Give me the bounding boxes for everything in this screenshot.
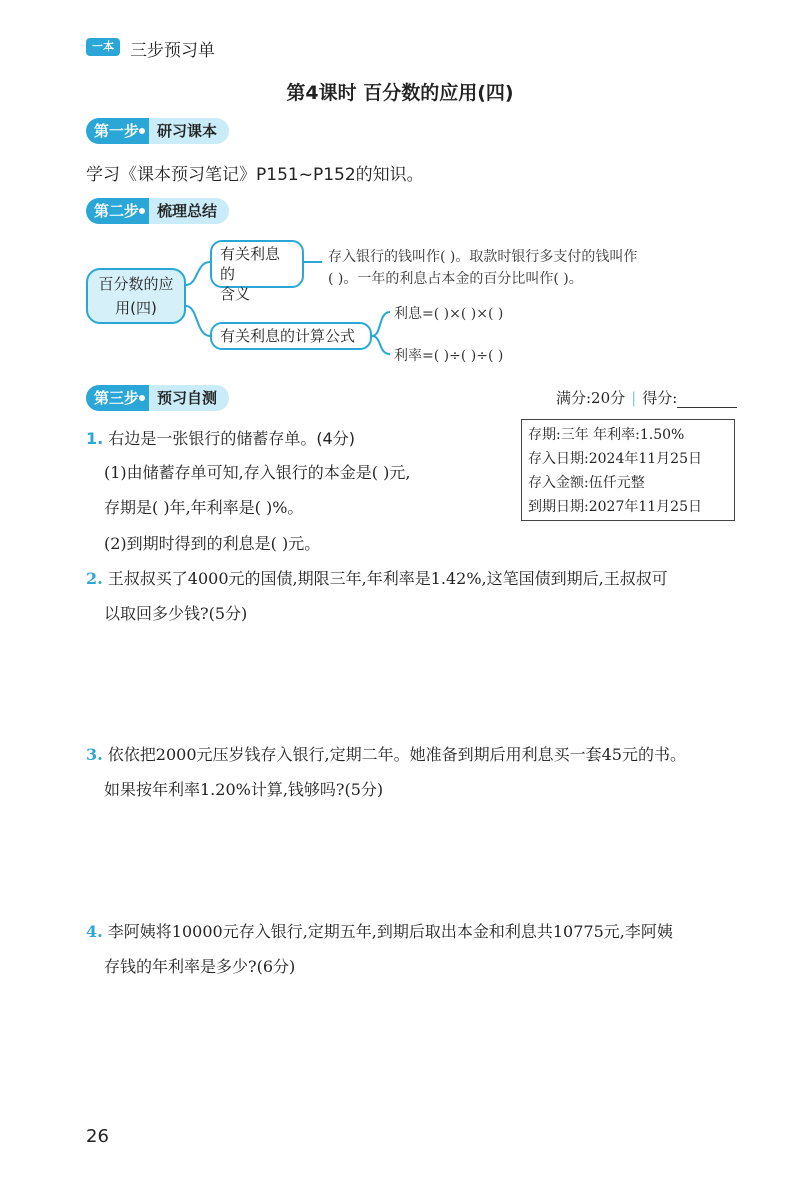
question-line1: 王叔叔买了4000元的国债,期限三年,年利率是1.42%,这笔国债到期后,王叔叔可 xyxy=(107,569,668,588)
branch1-line2: 含义 xyxy=(220,285,251,303)
mindmap-root-line2: 用(四) xyxy=(115,299,157,317)
step1-text: 学习《课本预习笔记》P151~P152的知识。 xyxy=(86,165,424,185)
mindmap-branch-formula xyxy=(210,322,372,350)
mindmap-root xyxy=(86,268,186,324)
step2-task: 梳理总结 xyxy=(149,198,229,224)
mindmap-root-line1: 百分数的应 xyxy=(98,275,174,293)
question-3-line2: 如果按年利率1.20%计算,钱够吗?(5分) xyxy=(104,780,384,799)
question-text: 右边是一张银行的储蓄存单。(4分) xyxy=(108,429,355,448)
mindmap-branch-meaning xyxy=(210,240,304,303)
question-number: 2. xyxy=(86,569,103,588)
slip-line4: 到期日期:2027年11月25日 xyxy=(528,499,702,515)
question-line1: 依依把2000元压岁钱存入银行,定期二年。她准备到期后用利息买一套45元的书。 xyxy=(107,745,686,764)
branch1-text-line2: ( )。一年的利息占本金的百分比叫作( )。 xyxy=(328,271,583,287)
step3-name: 第三步 xyxy=(86,385,149,411)
branch1-text-line1: 存入银行的钱叫作( )。取款时银行多支付的钱叫作 xyxy=(328,249,638,265)
question-number: 4. xyxy=(86,922,103,941)
brand-text: 三步预习单 xyxy=(130,41,215,61)
question-2 xyxy=(86,568,668,590)
slip-line2: 存入日期:2024年11月25日 xyxy=(528,451,702,467)
question-number: 3. xyxy=(86,745,103,764)
score-blank[interactable] xyxy=(677,393,737,408)
score-full: 满分:20分 xyxy=(556,389,626,407)
formula-rate: 利率=( )÷( )÷( ) xyxy=(394,348,504,364)
score-got: 得分: xyxy=(642,389,678,407)
mindmap-connectors xyxy=(0,0,800,400)
step3-task: 预习自测 xyxy=(149,385,229,411)
step3-pill xyxy=(86,385,229,411)
q1-sub1-line2: 存期是( )年,年利率是( )%。 xyxy=(104,498,304,517)
question-1 xyxy=(86,428,355,450)
score-box xyxy=(556,387,737,408)
slip-line1: 存期:三年 年利率:1.50% xyxy=(528,427,685,443)
q1-sub1-line1: (1)由储蓄存单可知,存入银行的本金是( )元, xyxy=(104,463,411,482)
branch1-line1: 有关利息的 xyxy=(220,245,281,283)
page-number: 26 xyxy=(86,1126,109,1147)
branch2-label: 有关利息的计算公式 xyxy=(220,327,356,345)
step1-name: 第一步 xyxy=(86,118,149,144)
dot-icon xyxy=(139,395,145,401)
deposit-slip xyxy=(521,419,735,521)
slip-line3: 存入金额:伍仟元整 xyxy=(528,475,645,491)
question-4 xyxy=(86,921,673,943)
step1-task: 研习课本 xyxy=(149,118,229,144)
formula-interest: 利息=( )×( )×( ) xyxy=(394,306,504,322)
question-4-line2: 存钱的年利率是多少?(6分) xyxy=(104,957,296,976)
step2-name: 第二步 xyxy=(86,198,149,224)
question-line1: 李阿姨将10000元存入银行,定期五年,到期后取出本金和利息共10775元,李阿姨 xyxy=(107,922,673,941)
q1-sub2: (2)到期时得到的利息是( )元。 xyxy=(104,534,321,553)
question-2-line2: 以取回多少钱?(5分) xyxy=(104,604,248,623)
question-number: 1. xyxy=(86,429,104,448)
divider: | xyxy=(631,389,637,407)
question-3 xyxy=(86,744,686,766)
lesson-title: 第4课时 百分数的应用(四) xyxy=(286,82,514,104)
brand-badge: 一本 xyxy=(86,38,120,56)
